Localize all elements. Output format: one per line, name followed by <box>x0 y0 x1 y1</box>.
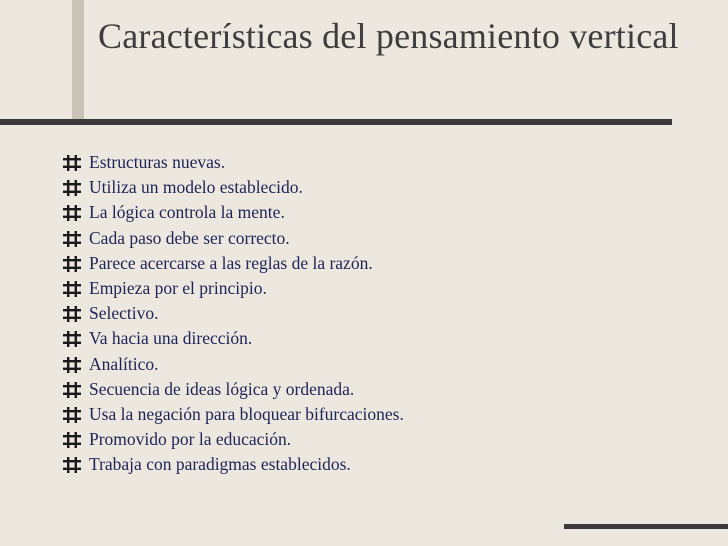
bullet-item <box>60 326 404 351</box>
hash-square-icon <box>63 180 81 196</box>
bullet-item <box>60 251 404 276</box>
bullet-text: Selectivo. <box>89 303 159 324</box>
hash-square-icon <box>63 256 81 272</box>
bottom-rule <box>564 524 728 529</box>
bullet-item <box>60 377 404 402</box>
bullet-item <box>60 301 404 326</box>
bullet-text: Promovido por la educación. <box>89 429 292 450</box>
bullet-text: Va hacia una dirección. <box>89 328 253 349</box>
bullet-item <box>60 352 404 377</box>
hash-square-icon <box>63 382 81 398</box>
bullet-item <box>60 427 404 452</box>
hash-square-icon <box>63 281 81 297</box>
bullet-item <box>60 200 404 225</box>
bullet-text: Estructuras nuevas. <box>89 152 226 172</box>
slide-title: Características del pensamiento vertical <box>98 16 679 56</box>
hash-square-icon <box>63 357 81 373</box>
hash-square-icon <box>63 432 81 448</box>
hash-square-icon <box>63 331 81 347</box>
bullet-list <box>60 150 404 477</box>
bullet-item <box>60 175 404 200</box>
bullet-text: Usa la negación para bloquear bifurcaciones. <box>89 403 404 424</box>
hash-square-icon <box>63 457 81 473</box>
hash-square-icon <box>63 407 81 423</box>
bullet-text: Trabaja con paradigmas establecidos. <box>89 454 351 475</box>
hash-square-icon <box>63 306 81 322</box>
hash-square-icon <box>63 155 81 171</box>
bullet-text: Parece acercarse a las reglas de la razón. <box>89 252 373 273</box>
decorative-vertical-bar <box>72 0 84 122</box>
hash-square-icon <box>63 231 81 247</box>
bullet-item <box>60 150 404 175</box>
bullet-item <box>60 276 404 301</box>
bullet-text: Secuencia de ideas lógica y ordenada. <box>89 378 355 399</box>
hash-square-icon <box>63 205 81 221</box>
bullet-text: Utiliza un modelo establecido. <box>89 177 303 198</box>
bullet-text: Analítico. <box>89 353 159 374</box>
bullet-text: Empieza por el principio. <box>89 277 267 298</box>
bullet-item <box>60 452 404 477</box>
title-rule <box>0 119 672 125</box>
bullet-item <box>60 402 404 427</box>
bullet-item <box>60 226 404 251</box>
bullet-text: Cada paso debe ser correcto. <box>89 227 290 248</box>
bullet-text: La lógica controla la mente. <box>89 202 285 223</box>
